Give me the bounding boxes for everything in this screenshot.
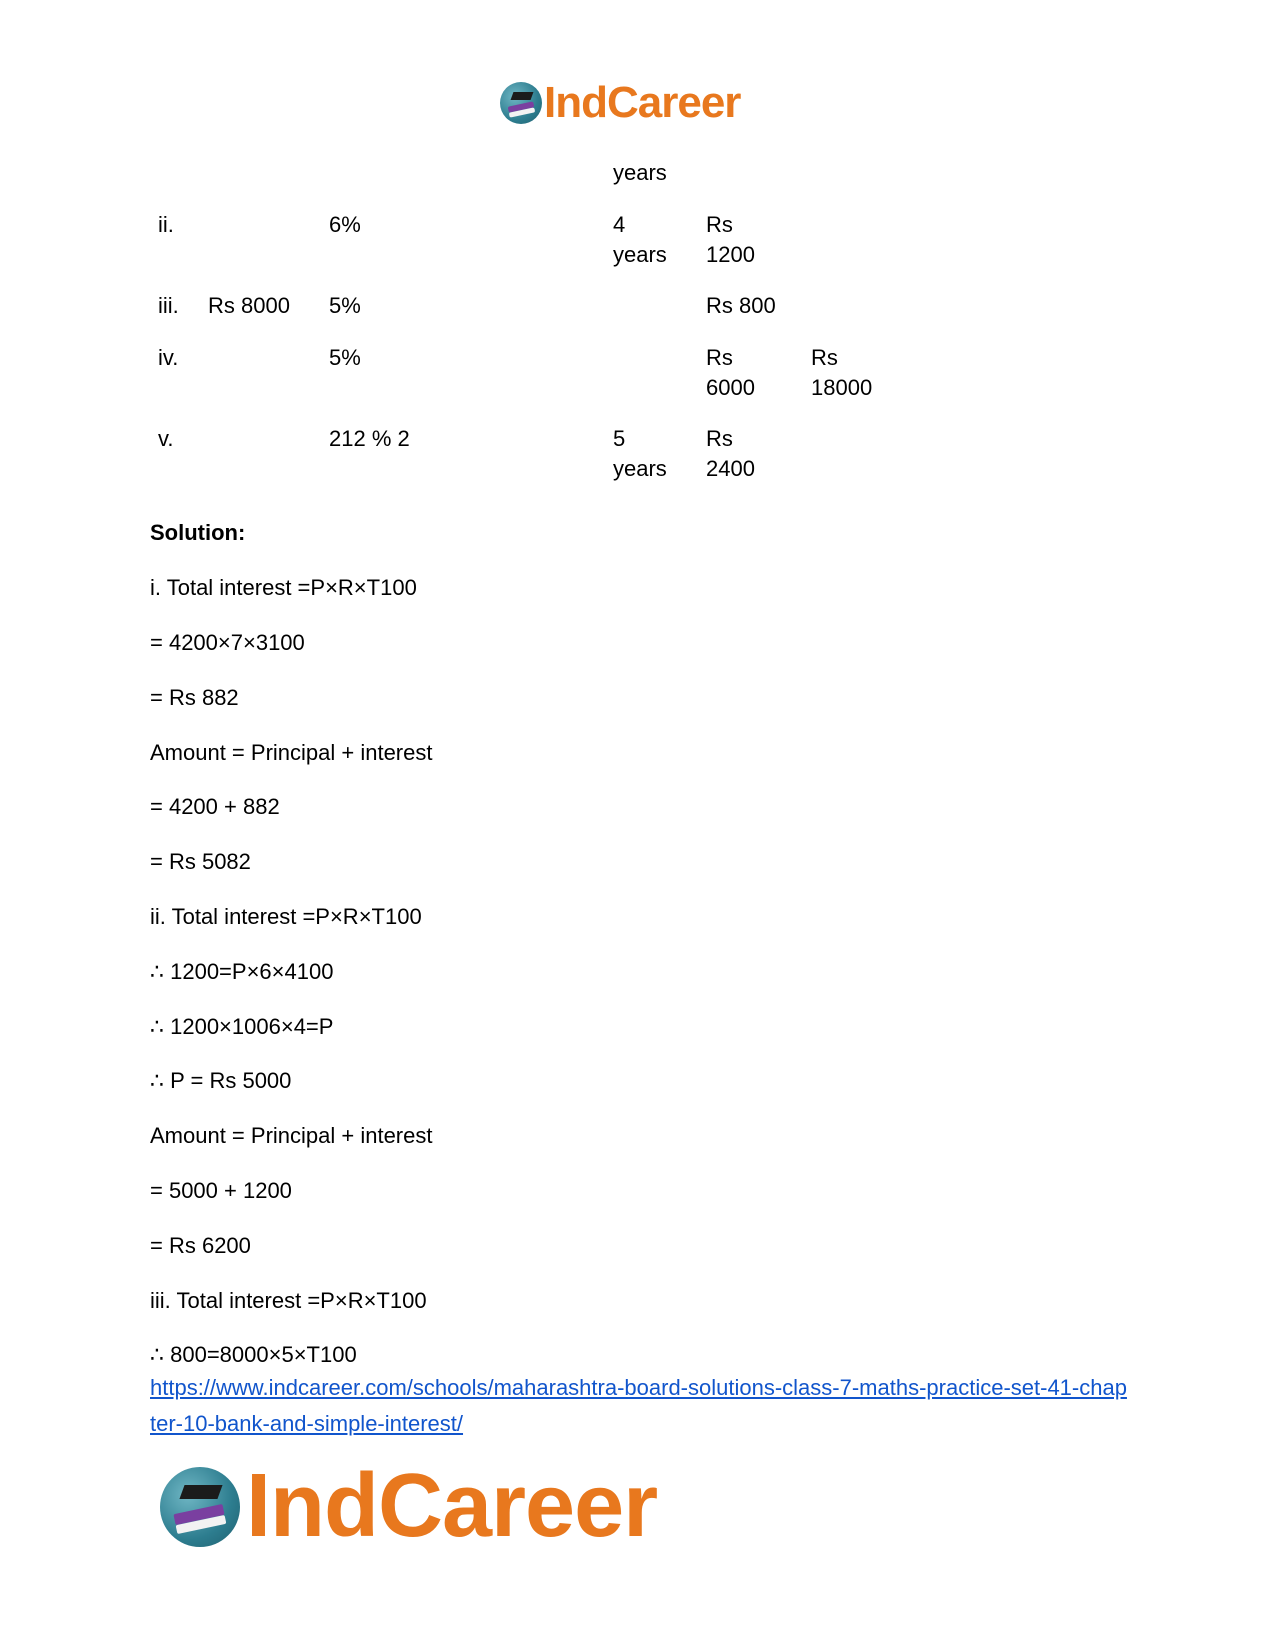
table-row-rate: 212 % 2 — [329, 426, 410, 451]
solution-line: ∴ 1200=P×6×4100 — [150, 959, 334, 984]
solution-line: iii. Total interest =P×R×T100 — [150, 1288, 427, 1313]
globe-books-icon — [160, 1467, 240, 1547]
table-row-amount: Rs 18000 — [811, 345, 873, 400]
table-row-no: ii. — [158, 212, 174, 237]
solution-line: Amount = Principal + interest — [150, 1123, 433, 1148]
table-row-interest: Rs 1200 — [706, 212, 755, 267]
solution-line: i. Total interest =P×R×T100 — [150, 575, 417, 600]
header-logo — [500, 78, 740, 128]
table-row-no: iv. — [158, 345, 179, 370]
globe-books-icon — [500, 82, 542, 124]
solution-line: = Rs 882 — [150, 685, 239, 710]
table-row-rate: 6% — [329, 212, 361, 237]
solution-line: ∴ 1200×1006×4=P — [150, 1014, 334, 1039]
solution-line: ii. Total interest =P×R×T100 — [150, 904, 422, 929]
table-row-interest: Rs 800 — [706, 293, 776, 318]
solution-line: ∴ 800=8000×5×T100 — [150, 1342, 357, 1367]
table-row-interest: Rs 6000 — [706, 345, 755, 400]
logo-wordmark: IndCareer — [246, 1456, 658, 1556]
solution-line: = 4200 + 882 — [150, 794, 280, 819]
footer-logo — [160, 1455, 657, 1558]
table-row-no: iii. — [158, 293, 179, 318]
solution-line: = 4200×7×3100 — [150, 630, 305, 655]
solution-line: = Rs 6200 — [150, 1233, 251, 1258]
logo-wordmark: IndCareer — [544, 78, 741, 127]
table-carry-over: years — [613, 160, 667, 185]
solution-line: Amount = Principal + interest — [150, 740, 433, 765]
solution-line: = Rs 5082 — [150, 849, 251, 874]
table-row-rate: 5% — [329, 345, 361, 370]
table-row-principal: Rs 8000 — [208, 293, 290, 318]
solution-line: = 5000 + 1200 — [150, 1178, 292, 1203]
solution-line: ∴ P = Rs 5000 — [150, 1068, 292, 1093]
table-row-time: 4 years — [613, 212, 667, 267]
solution-heading: Solution: — [150, 520, 246, 545]
table-row-interest: Rs 2400 — [706, 426, 755, 481]
source-link[interactable]: https://www.indcareer.com/schools/maharashtra-board-solutions-class-7-maths-practice-set-41-chapter-10-bank-and-simple-interest/ — [150, 1375, 1127, 1436]
table-row-rate: 5% — [329, 293, 361, 318]
table-row-time: 5 years — [613, 426, 667, 481]
table-row-no: v. — [158, 426, 174, 451]
